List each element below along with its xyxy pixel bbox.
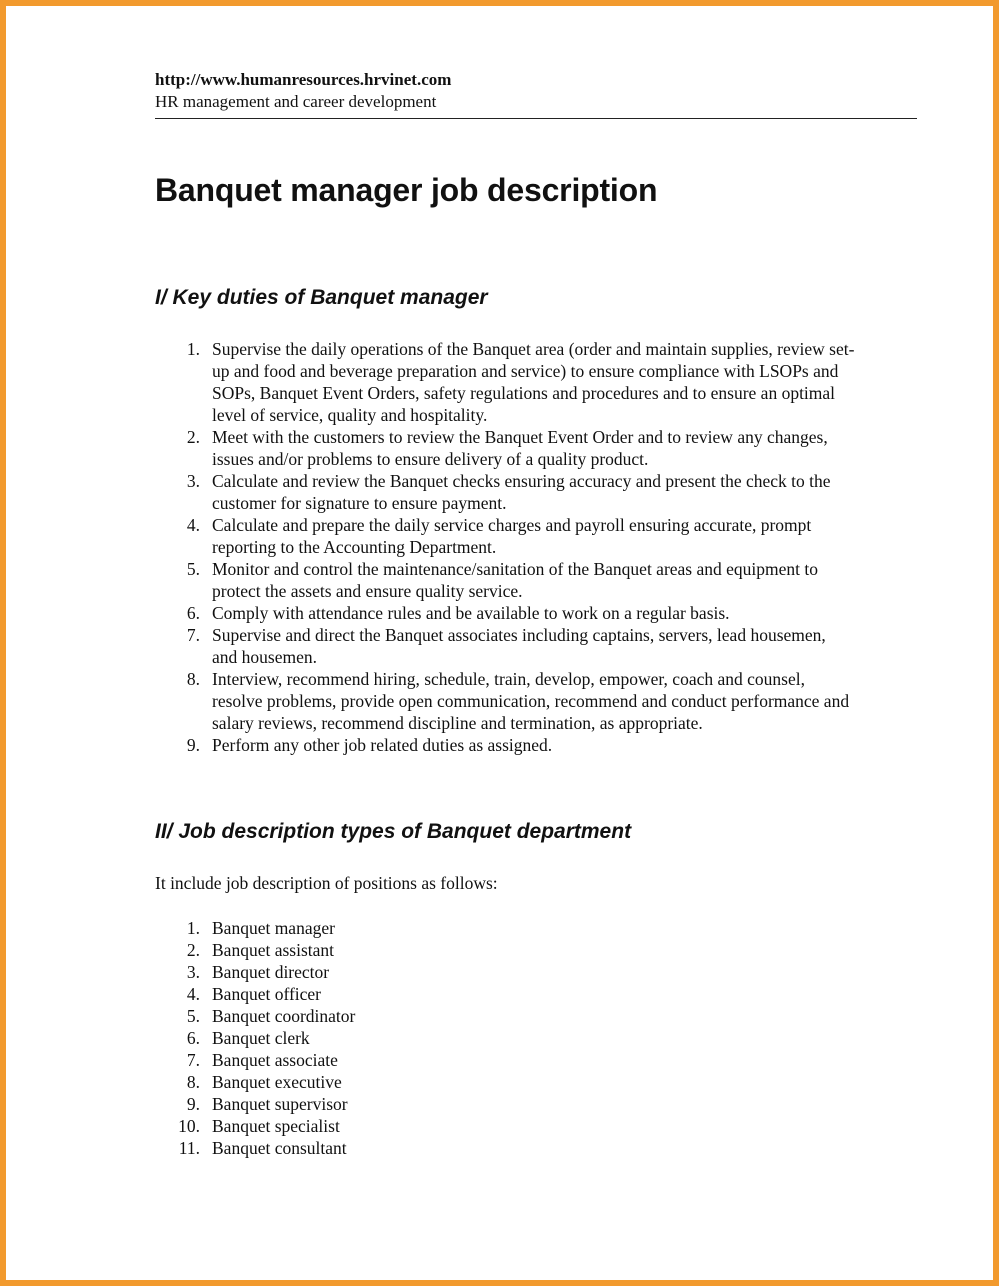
list-item-text: Banquet associate: [212, 1050, 338, 1070]
list-item-text: Perform any other job related duties as assigned.: [212, 735, 553, 755]
list-item: 8. Interview, recommend hiring, schedule, train, develop, empower, coach and counsel, resolve problems, provide open communication, recommend and conduct performance and salary reviews, recommend discipline and termination, as appropriate.: [186, 669, 850, 733]
list-item-text: Calculate and prepare the daily service charges and payroll ensuring accurate, prompt reporting to the Accounting Department.: [212, 515, 812, 557]
list-item-text: Monitor and control the maintenance/sanitation of the Banquet areas and equipment to protect the assets and ensure quality service.: [212, 559, 818, 601]
list-item: 11. Banquet consultant: [178, 1138, 347, 1158]
list-item-text: Comply with attendance rules and be available to work on a regular basis.: [212, 603, 730, 623]
list-item-text: Banquet assistant: [212, 940, 334, 960]
key-duties-list: [155, 338, 855, 756]
list-item-text: Meet with the customers to review the Banquet Event Order and to review any changes, issues and/or problems to ensure delivery of a quality product.: [212, 427, 828, 469]
list-item-text: Banquet manager: [212, 918, 335, 938]
section-heading-job-types: II/ Job description types of Banquet department: [155, 820, 632, 843]
list-item-text: Banquet executive: [212, 1072, 342, 1092]
list-item: 4. Calculate and prepare the daily service charges and payroll ensuring accurate, prompt reporting to the Accounting Department.: [186, 515, 812, 557]
list-item-text: Supervise the daily operations of the Banquet area (order and maintain supplies, review set-up and food and beverage preparation and service) to ensure compliance with LSOPs and SOPs, Banquet Event Orders, safety regulations and procedures and to ensure an optimal level of service, quality and hospitality.: [212, 339, 855, 425]
list-item: 1. Banquet manager: [186, 918, 335, 938]
list-item-text: Calculate and review the Banquet checks ensuring accuracy and present the check to the customer for signature to ensure payment.: [212, 471, 831, 513]
page-title: Banquet manager job description: [155, 172, 658, 208]
list-item: 9. Perform any other job related duties as assigned.: [186, 735, 553, 755]
header-url: http://www.humanresources.hrvinet.com: [155, 70, 452, 89]
list-item-text: Banquet supervisor: [212, 1094, 348, 1114]
list-item: 3. Banquet director: [186, 962, 330, 982]
list-item-text: Banquet coordinator: [212, 1006, 356, 1026]
list-item: 1. Supervise the daily operations of the Banquet area (order and maintain supplies, review set-up and food and beverage preparation and service) to ensure compliance with LSOPs and SOPs, Banquet Event Orders, safety regulations and procedures and to ensure an optimal level of service, quality and hospitality.: [186, 339, 855, 425]
list-item: 2. Meet with the customers to review the Banquet Event Order and to review any changes, issues and/or problems to ensure delivery of a quality product.: [186, 427, 828, 469]
list-item-text: Banquet officer: [212, 984, 322, 1004]
list-item: 5. Banquet coordinator: [186, 1006, 356, 1026]
list-item: 7. Supervise and direct the Banquet associates including captains, servers, lead housemen, and housemen.: [186, 625, 826, 667]
list-item-text: Banquet director: [212, 962, 330, 982]
list-item: 3. Calculate and review the Banquet checks ensuring accuracy and present the check to the customer for signature to ensure payment.: [186, 471, 831, 513]
section-intro: It include job description of positions as follows:: [155, 873, 498, 893]
list-item: 6. Banquet clerk: [186, 1028, 310, 1048]
list-item-text: Banquet clerk: [212, 1028, 310, 1048]
list-item: 8. Banquet executive: [186, 1072, 342, 1092]
list-item: 10. Banquet specialist: [178, 1116, 340, 1136]
list-item: 6. Comply with attendance rules and be available to work on a regular basis.: [186, 603, 730, 623]
list-item: 2. Banquet assistant: [186, 940, 334, 960]
header-subtitle: HR management and career development: [155, 92, 437, 111]
list-item-text: Banquet specialist: [212, 1116, 340, 1136]
positions-list: [155, 917, 355, 1159]
list-item: 7. Banquet associate: [186, 1050, 338, 1070]
section-heading-key-duties: I/ Key duties of Banquet manager: [155, 286, 488, 309]
list-item-text: Interview, recommend hiring, schedule, train, develop, empower, coach and counsel, resolve problems, provide open communication, recommend and conduct performance and salary reviews, recommend discipline and termination, as appropriate.: [212, 669, 850, 733]
list-item: 9. Banquet supervisor: [186, 1094, 348, 1114]
list-item: 5. Monitor and control the maintenance/sanitation of the Banquet areas and equipment to protect the assets and ensure quality service.: [186, 559, 818, 601]
list-item-text: Banquet consultant: [212, 1138, 347, 1158]
header-divider: [155, 118, 917, 119]
list-item: 4. Banquet officer: [186, 984, 322, 1004]
list-item-text: Supervise and direct the Banquet associates including captains, servers, lead housemen, and housemen.: [212, 625, 826, 667]
